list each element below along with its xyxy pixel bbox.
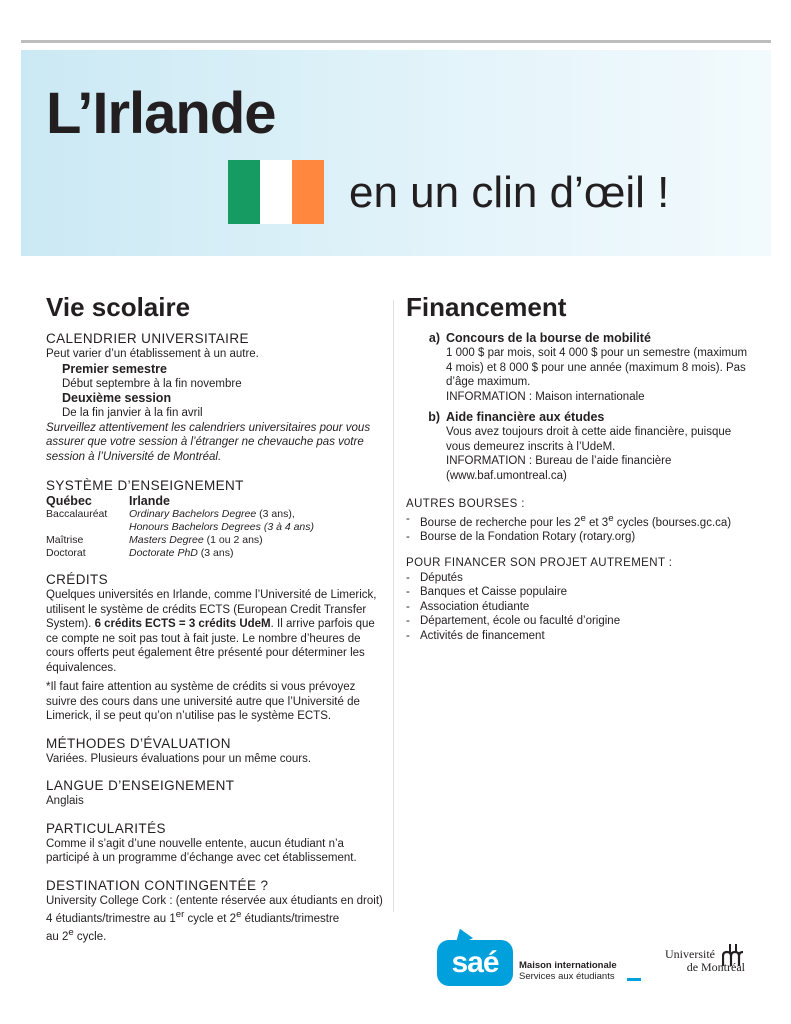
quebec-maitrise: Maîtrise (46, 534, 84, 546)
aide-financiere-item (406, 410, 751, 483)
credits-warning: *Il faut faire attention au système de crédits si vous prévoyez suivre des cours dans une université autre que l’Université de Limerick, il se peut qu’on n’utilise pas le système ECTS. (46, 681, 360, 722)
sae-logo-mark: saé (437, 940, 513, 986)
list-item: - Activités de financement (406, 629, 751, 644)
financement-heading: Financement (406, 292, 567, 322)
aide-financiere-text: Vous avez toujours droit à cette aide financière, puisque vous demeurez inscrits à l’UdeM. (446, 426, 732, 453)
bourse-mobilite-item (406, 331, 751, 404)
list-item: - Bourse de la Fondation Rotary (rotary.org) (406, 530, 751, 545)
credits-heading: CRÉDITS (46, 572, 109, 587)
page-title: L’Irlande (46, 81, 276, 146)
premier-semestre-dates: Début septembre à la fin novembre (62, 377, 242, 390)
aide-financiere-info: INFORMATION : Bureau de l’aide financière (www.baf.umontreal.ca) (446, 455, 672, 482)
flag-orange-band (292, 160, 324, 224)
bourse-mobilite-text: 1 000 $ par mois, soit 4 000 $ pour un semestre (maximum 4 mois) et 8 000 $ pour une année (maximum 8 mois). Pas d’âge maximum. (446, 347, 748, 388)
bourse-mobilite-title: Concours de la bourse de mobilité (446, 331, 651, 345)
sae-line-1: Maison internationale (519, 960, 617, 971)
calendrier-note: Surveillez attentivement les calendriers universitaires pour vous assurer que votre session à l’étranger ne chevauche pas votre session à l’Université de Montréal. (46, 421, 371, 463)
autres-bourses-list (406, 512, 751, 545)
list-item: - Banques et Caisse populaire (406, 585, 751, 600)
irish-flag-icon (228, 160, 324, 224)
calendrier-heading: CALENDRIER UNIVERSITAIRE (46, 331, 249, 346)
item-letter-b: b) (428, 410, 440, 424)
irlande-masters: Masters Degree (1 ou 2 ans) (129, 534, 263, 546)
table-row (46, 534, 314, 547)
list-item: - Bourse de recherche pour les 2e et 3e cycles (bourses.gc.ca) (406, 512, 751, 530)
table-row (46, 495, 314, 508)
bourse-mobilite-info: INFORMATION : Maison internationale (446, 390, 645, 403)
systeme-table (46, 495, 314, 560)
sae-accent-bar (627, 978, 641, 981)
page-subtitle: en un clin d’œil ! (349, 168, 670, 217)
list-item: - Députés (406, 571, 751, 586)
irlande-doctorate: Doctorate PhD (3 ans) (129, 547, 234, 559)
udem-line-1: Université (665, 947, 715, 961)
aide-financiere-title: Aide financière aux études (446, 410, 605, 424)
udem-line-2: de Montréal (686, 960, 745, 974)
column-divider (393, 300, 394, 912)
list-item: - Association étudiante (406, 600, 751, 615)
vie-scolaire-column (46, 292, 386, 945)
financement-column (406, 292, 751, 643)
deuxieme-session-dates: De la fin janvier à la fin avril (62, 407, 203, 419)
item-letter-a: a) (428, 331, 440, 345)
langue-heading: LANGUE D’ENSEIGNEMENT (46, 778, 235, 793)
langue-text: Anglais (46, 795, 84, 807)
destination-line-3: au 2e cycle. (46, 927, 107, 944)
deuxieme-session-label: Deuxième session (62, 391, 172, 405)
systeme-heading: SYSTÈME D’ENSEIGNEMENT (46, 478, 244, 493)
table-row (46, 508, 314, 534)
destination-line-2: 4 étudiants/trimestre au 1er cycle et 2e étudiants/trimestre (46, 909, 340, 925)
particularites-text: Comme il s’agit d’une nouvelle entente, aucun étudiant n’a participé à un programme d’échange avec cet établissement. (46, 837, 357, 864)
destination-line-1: University College Cork : (entente réservée aux étudiants en droit) (46, 894, 383, 907)
premier-semestre-label: Premier semestre (62, 361, 167, 376)
autrement-heading: POUR FINANCER SON PROJET AUTREMENT : (406, 557, 673, 570)
particularites-heading: PARTICULARITÉS (46, 820, 166, 836)
col-quebec-header: Québec (46, 494, 92, 508)
calendrier-intro: Peut varier d’un établissement à un autre. (46, 348, 259, 360)
udem-logo (665, 948, 745, 974)
autres-bourses-heading: AUTRES BOURSES : (406, 498, 525, 510)
quebec-baccalaureat: Baccalauréat (46, 508, 108, 520)
destination-heading: DESTINATION CONTINGENTÉE ? (46, 877, 269, 893)
vie-scolaire-heading: Vie scolaire (46, 292, 191, 322)
quebec-doctorat: Doctorat (46, 547, 86, 559)
list-item: - Département, école ou faculté d’origine (406, 614, 751, 629)
sae-line-2: Services aux étudiants (519, 971, 615, 982)
irlande-bachelors: Ordinary Bachelors Degree (3 ans), Honours Bachelors Degrees (3 à 4 ans) (129, 508, 315, 533)
top-rule (21, 40, 771, 43)
flag-green-band (228, 160, 260, 224)
credits-text: Quelques universités en Irlande, comme l’Université de Limerick, utilisent le système de crédits ECTS (European Credit Transfer System). 6 crédits ECTS = 3 crédits UdeM. Il arrive parfois que ce compte ne soit pas tout à fait juste. Le nombre d’heures de cours offerts peut également être présenté pour déterminer les équivalences. (46, 589, 377, 674)
col-irlande-header: Irlande (129, 494, 170, 508)
autrement-list (406, 571, 751, 644)
evaluation-heading: MÉTHODES D’ÉVALUATION (46, 735, 231, 751)
table-row (46, 547, 314, 560)
evaluation-text: Variées. Plusieurs évaluations pour un même cours. (46, 752, 312, 765)
hero-banner (21, 50, 771, 256)
flag-white-band (260, 160, 292, 224)
